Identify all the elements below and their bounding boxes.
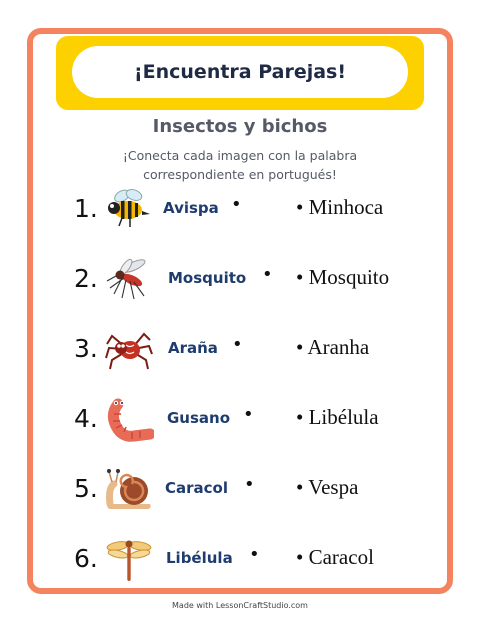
item-number: 1. bbox=[74, 194, 98, 223]
left-connector-dot[interactable]: • bbox=[244, 474, 255, 495]
item-number: 3. bbox=[74, 334, 98, 363]
spanish-word: Gusano bbox=[167, 409, 231, 427]
match-row-3 bbox=[0, 324, 480, 374]
portuguese-answer[interactable]: • Vespa bbox=[296, 475, 359, 499]
item-number: 5. bbox=[74, 474, 98, 503]
page-title: ¡Encuentra Parejas! bbox=[72, 46, 408, 98]
dragonfly-icon bbox=[104, 534, 154, 584]
left-connector-dot[interactable]: • bbox=[232, 334, 243, 355]
wasp-icon bbox=[104, 184, 154, 234]
snail-icon bbox=[104, 464, 154, 514]
portuguese-answer[interactable]: • Caracol bbox=[296, 545, 374, 569]
mosquito-icon bbox=[104, 254, 154, 304]
match-row-1 bbox=[0, 184, 480, 234]
worksheet-subtitle: Insectos y bichos bbox=[152, 116, 328, 137]
spider-icon bbox=[104, 324, 154, 374]
match-row-5 bbox=[0, 464, 480, 514]
spanish-word: Araña bbox=[168, 339, 218, 357]
left-connector-dot[interactable]: • bbox=[262, 264, 273, 285]
portuguese-answer[interactable]: • Aranha bbox=[296, 335, 370, 359]
spanish-word: Avispa bbox=[163, 199, 219, 217]
item-number: 6. bbox=[74, 544, 98, 573]
item-number: 2. bbox=[74, 264, 98, 293]
match-row-2 bbox=[0, 254, 480, 304]
left-connector-dot[interactable]: • bbox=[231, 194, 242, 215]
footer-credit: Made with LessonCraftStudio.com bbox=[172, 601, 308, 610]
worm-icon bbox=[104, 394, 154, 444]
item-number: 4. bbox=[74, 404, 98, 433]
portuguese-answer[interactable]: • Libélula bbox=[296, 405, 379, 429]
worksheet-instructions: ¡Conecta cada imagen con la palabra correspondiente en portugués! bbox=[122, 148, 358, 182]
left-connector-dot[interactable]: • bbox=[243, 404, 254, 425]
spanish-word: Libélula bbox=[166, 549, 233, 567]
left-connector-dot[interactable]: • bbox=[249, 544, 260, 565]
spanish-word: Mosquito bbox=[168, 269, 247, 287]
match-row-4 bbox=[0, 394, 480, 444]
match-row-6 bbox=[0, 534, 480, 584]
spanish-word: Caracol bbox=[165, 479, 228, 497]
portuguese-answer[interactable]: • Minhoca bbox=[296, 195, 384, 219]
portuguese-answer[interactable]: • Mosquito bbox=[296, 265, 390, 289]
